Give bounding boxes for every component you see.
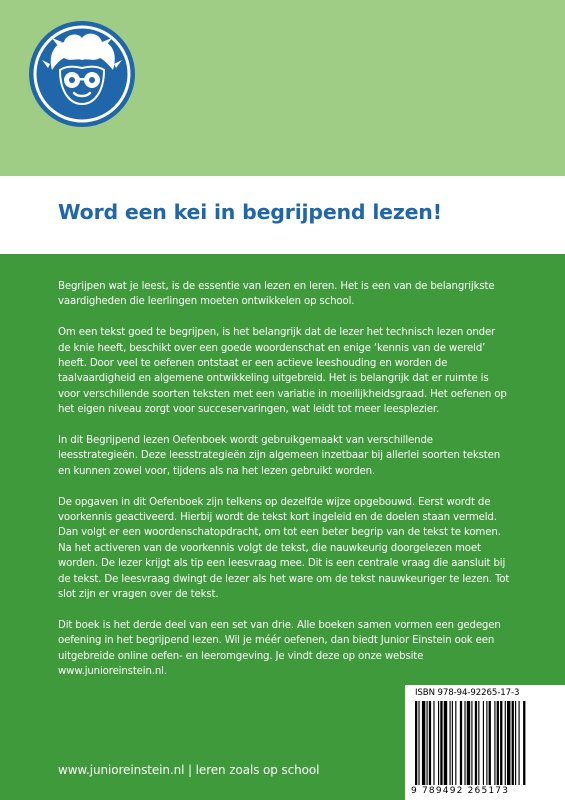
back-cover-text: [58, 279, 510, 695]
barcode-bar: [455, 701, 456, 785]
barcode-bar: [418, 701, 419, 785]
barcode-bar: [523, 701, 525, 785]
barcode-bar: [427, 701, 428, 785]
barcode-bar: [422, 701, 425, 785]
isbn-label: ISBN 978-94-92265-17-3: [415, 688, 520, 698]
paragraph: Om een tekst goed te begrijpen, is het belangrijk dat de lezer het technisch lezen onder de knie heeft, beschikt over een goede woordenschat en enige ‘kennis van de wereld’ heeft. Door veel te oefenen ontstaat er een actieve leeshouding en worden de taalvaardigheid en algemene ontwikkeling uitgebreid. Het is belangrijk dat er ruimte is voor verschillende soorten teksten met een variatie in moeilijkheidsgraad. Het oefenen op het eigen niveau zorgt voor succeservaringen, wat leidt tot meer leesplezier.: [58, 327, 507, 416]
barcode-digits: 9 789492 265173: [411, 786, 510, 796]
paragraph: In dit Begrijpend lezen Oefenboek wordt gebruikgemaakt van verschillende leesstrategieën. Deze leesstrategieën zijn algemeen inzetbaar bij allerlei soorten teksten en kunnen zowel voor, tijdens als na het lezen gebruikt worden.: [58, 435, 501, 477]
barcode-bar: [450, 701, 451, 785]
barcode-bar: [505, 701, 506, 785]
barcode-bar: [519, 701, 520, 785]
page-title: Word een kei in begrijpend lezen!: [58, 200, 442, 224]
barcode-bar: [494, 701, 495, 785]
barcode-bar: [483, 701, 484, 785]
barcode-bar: [438, 701, 439, 785]
barcode-bar: [489, 701, 491, 785]
paragraph: Begrijpen wat je leest, is de essentie van lezen en leren. Het is een van de belangrijkste vaardigheden die leerlingen moeten ontwikkelen op school.: [58, 281, 495, 308]
barcode-bar: [478, 701, 479, 785]
barcode-bar: [440, 701, 442, 785]
junior-einstein-logo: [28, 20, 136, 128]
barcode-icon: [411, 701, 561, 785]
barcode-bar: [464, 701, 465, 785]
barcode-bar: [460, 701, 462, 785]
barcode-bar: [444, 701, 447, 785]
barcode-bar: [500, 701, 502, 785]
barcode-bar: [486, 701, 487, 785]
barcode-bar: [415, 701, 417, 785]
barcode-bar: [507, 701, 510, 785]
barcode-bar: [467, 701, 470, 785]
barcode-bar: [512, 701, 514, 785]
barcode-bar: [452, 701, 453, 785]
footer-website: www.junioreinstein.nl | leren zoals op school: [58, 763, 320, 777]
barcode-bar: [433, 701, 434, 785]
barcode-bar: [475, 701, 477, 785]
junior-einstein-face-icon: [28, 20, 136, 128]
paragraph: Dit boek is het derde deel van een set van drie. Alle boeken samen vormen een gedegen oefening in het begrijpend lezen. Wil je méér oefenen, dan biedt Junior Einstein ook een uitgebreide online oefen- en leeromgeving. Je vindt deze op onze website www.junioreinstein.nl.: [58, 619, 501, 678]
isbn-barcode: [405, 685, 565, 800]
barcode-bar: [515, 701, 516, 785]
barcode-bar: [497, 701, 499, 785]
barcode-bar: [471, 701, 472, 785]
barcode-bar: [429, 701, 431, 785]
paragraph: De opgaven in dit Oefenboek zijn telkens op dezelfde wijze opgebouwd. Eerst wordt de voorkennis geactiveerd. Hierbij wordt de tekst kort ingeleid en de doelen staan vermeld. Dan volgt er een woordenschatopdracht, om tot een beter begrip van de tekst te komen. Na het activeren van de voorkennis volgt de tekst, die nauwkeurig doorgelezen moet worden. De lezer krijgt als tip een leesvraag mee. Dit is een centrale vraag die aansluit bij de tekst. De leesvraag dwingt de lezer als het ware om de tekst nauwkeuriger te lezen. Tot slot zijn er vragen over de tekst.: [58, 496, 510, 601]
